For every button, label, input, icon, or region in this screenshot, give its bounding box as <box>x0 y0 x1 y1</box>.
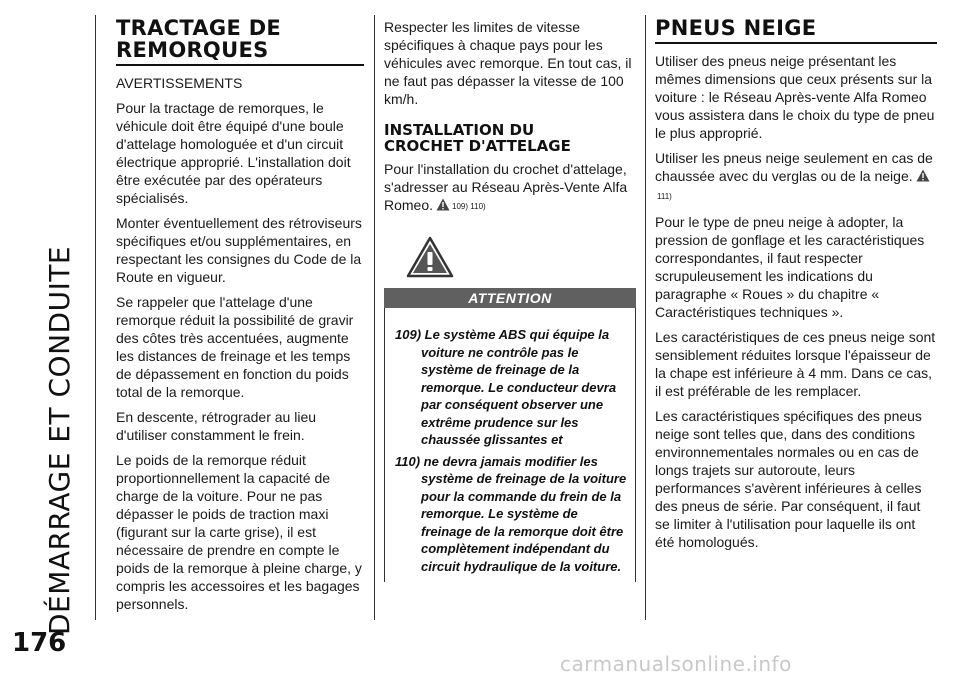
column-divider-2 <box>645 15 646 620</box>
warning-icon-area <box>384 230 636 288</box>
paragraph <box>384 160 636 216</box>
paragraph: AVERTISSEMENTS <box>116 75 243 91</box>
footnote-refs: 109) 110) <box>452 202 486 211</box>
paragraph: Le poids de la remorque réduit proportionnellement la capacité de charge de la voiture. Pour ne pas dépasser le poids de traction maxi (figurant sur la carte grise), il est nécessaire de prendre en compte le poids de la remorque à pleine charge, y compris les accessoires et les bagages personnels. <box>116 452 362 612</box>
warning-triangle-icon <box>436 197 450 215</box>
warning-icon <box>406 236 454 283</box>
warning-header: ATTENTION <box>384 288 636 308</box>
column-hitch <box>384 18 636 582</box>
paragraph: Respecter les limites de vitesse spécifiques à chaque pays pour les véhicules avec remorque. En tout cas, il ne faut pas dépasser la vitesse de 100 km/h. <box>384 19 632 107</box>
chapter-side-title: DÉMARRAGE ET CONDUITE <box>43 245 76 635</box>
paragraph: Se rappeler que l'attelage d'une remorque réduit la possibilité de gravir des côtes très accentuées, augmente les distances de freinage et les temps de dépassement en fonction du poids total de la remorque. <box>116 294 354 400</box>
column-towing <box>116 18 364 620</box>
warning-body <box>384 308 636 582</box>
title-underline <box>655 42 937 44</box>
subsection-title-line1: INSTALLATION DU <box>384 121 535 139</box>
warning-item: 110) ne devra jamais modifier les système de freinage de la voiture pour la commande du frein de la remorque. Le système de freinage de la remorque doit être complètement indépendant du circuit hydraulique de la voiture. <box>395 453 627 574</box>
column-divider-1 <box>374 15 375 620</box>
footnote-ref: 111) <box>657 192 672 201</box>
side-divider <box>95 15 96 620</box>
paragraph: Les caractéristiques spécifiques des pneus neige sont telles que, dans des conditions environnementales normales ou en cas de longs trajets sur autoroute, leurs performances s'avèrent inférieures à celles des pneus de série. Par conséquent, il faut se limiter à l'utilisation pour laquelle ils ont été homologués. <box>655 408 922 550</box>
install-text: Pour l'installation du crochet d'attelage, s'adresser au Réseau Après-Vente Alfa Romeo. <box>384 161 628 213</box>
paragraph: Les caractéristiques de ces pneus neige sont sensiblement réduites lorsque l'épaisseur de la chape est inférieure à 4 mm. Dans ce cas, il est préférable de les remplacer. <box>655 329 936 399</box>
column-snow-tyres <box>655 18 937 558</box>
paragraph: En descente, rétrograder au lieu d'utiliser constamment le frein. <box>116 409 317 443</box>
paragraph-text: Utiliser les pneus neige seulement en cas de chaussée avec du verglas ou de la neige. <box>655 150 933 184</box>
paragraph: Pour la tractage de remorques, le véhicule doit être équipé d'une boule d'attelage homologuée et d'un circuit électrique approprié. L'installation doit être exécutée par des opérateurs spécialisés. <box>116 100 351 206</box>
page-number: 176 <box>12 628 67 658</box>
subsection-title <box>384 122 636 154</box>
section-title-line1: TRACTAGE DE <box>116 16 282 40</box>
warning-box <box>384 230 636 582</box>
subsection-title-line2: CROCHET D'ATTELAGE <box>384 137 571 155</box>
warning-item: 109) Le système ABS qui équipe la voiture ne contrôle pas le système de freinage de la remorque. Le conducteur devra par conséquent observer une extrême prudence sur les chaussée glissantes et <box>395 327 617 447</box>
paragraph: Utiliser des pneus neige présentant les mêmes dimensions que ceux présents sur la voiture : le Réseau Après-vente Alfa Romeo vous assistera dans le choix du type de pneu le plus approprié. <box>655 53 935 141</box>
section-title-line2: REMORQUES <box>116 38 269 62</box>
paragraph <box>655 149 937 206</box>
section-title: PNEUS NEIGE <box>655 16 817 40</box>
watermark: carmanualsonline.info <box>560 652 792 676</box>
warning-triangle-icon <box>916 168 930 186</box>
title-underline <box>116 64 364 66</box>
paragraph: Monter éventuellement des rétroviseurs spécifiques et/ou supplémentaires, en respectant les consignes du Code de la Route en vigueur. <box>116 215 362 285</box>
paragraph: Pour le type de pneu neige à adopter, la pression de gonflage et les caractéristiques correspondantes, il faut respecter scrupuleusement les indications du paragraphe « Roues » du chapitre « Caractéristiques techniques ». <box>655 214 925 320</box>
